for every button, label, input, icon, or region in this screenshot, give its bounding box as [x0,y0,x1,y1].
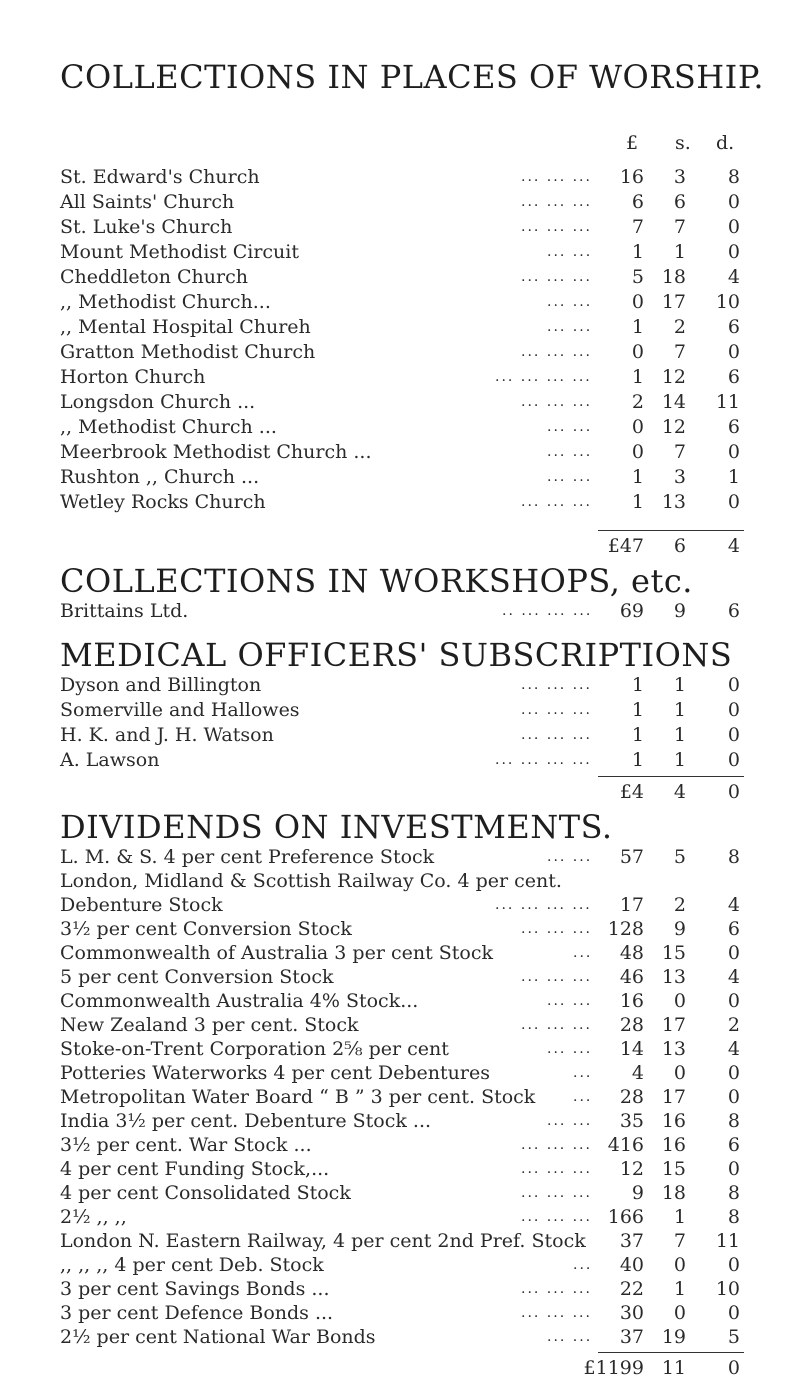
item-label: Debenture Stock [60,894,223,916]
amount-pence: 6 [727,600,740,622]
medical-total-rule [598,776,744,777]
amount-shillings: 3 [673,166,686,188]
item-label: Commonwealth Australia 4% Stock... [60,990,419,1012]
amount-pounds: 9 [631,1182,644,1204]
amount-shillings: 0 [673,1254,686,1276]
list-item [0,1084,800,1110]
worship-total-pounds: £47 [607,535,644,557]
leader-dots: ... ... ... [521,1137,592,1153]
leader-dots: ... ... ... [521,727,592,743]
list-item [0,339,800,365]
amount-pence: 0 [727,191,740,213]
amount-pounds: 46 [619,966,644,988]
amount-pence: 11 [715,391,740,413]
amount-pence: 0 [727,674,740,696]
amount-pounds: 1 [631,316,644,338]
heading-dividends: DIVIDENDS ON INVESTMENTS. [60,808,613,846]
amount-shillings: 1 [673,749,686,771]
item-label: Mount Methodist Circuit [60,241,300,263]
amount-pounds: 1 [631,466,644,488]
amount-pounds: 28 [619,1014,644,1036]
list-item [0,1156,800,1182]
leader-dots: ... [573,1065,593,1081]
item-label: London, Midland & Scottish Railway Co. 4 per cent. [60,870,562,892]
amount-shillings: 13 [661,491,686,513]
amount-pence: 6 [727,316,740,338]
list-item [0,314,800,340]
leader-dots: ... ... [547,1041,593,1057]
amount-pence: 0 [727,1302,740,1324]
amount-shillings: 1 [673,241,686,263]
item-label: St. Luke's Church [60,216,233,238]
leader-dots: ... ... [547,444,593,460]
list-item [0,1228,800,1254]
leader-dots: ... ... ... [521,219,592,235]
amount-pounds: 1 [631,366,644,388]
amount-shillings: 1 [673,1278,686,1300]
amount-shillings: 19 [661,1326,686,1348]
leader-dots: ... ... [547,244,593,260]
leader-dots: ... ... [547,849,593,865]
item-label: H. K. and J. H. Watson [60,724,274,746]
list-item [0,189,800,215]
item-label: 3½ per cent. War Stock ... [60,1134,312,1156]
list-item [0,464,800,490]
medical-total-row [0,779,800,805]
heading-medical: MEDICAL OFFICERS' SUBSCRIPTIONS [60,636,733,674]
list-item [0,364,800,390]
item-label: A. Lawson [60,749,160,771]
amount-pence: 8 [727,166,740,188]
leader-dots: ... ... ... [521,1161,592,1177]
leader-dots: ... ... [547,319,593,335]
item-label: Horton Church [60,366,206,388]
list-item [0,1108,800,1134]
amount-pence: 6 [727,366,740,388]
list-item [0,389,800,415]
leader-dots: ... ... [547,469,593,485]
amount-shillings: 13 [661,1038,686,1060]
list-item [0,489,800,515]
amount-pounds: 30 [619,1302,644,1324]
item-label: Longsdon Church ... [60,391,256,413]
leader-dots: ... ... ... ... [495,897,592,913]
amount-pence: 4 [727,1038,740,1060]
list-item [0,1180,800,1206]
list-item [0,439,800,465]
amount-pence: 10 [715,1278,740,1300]
item-label: Potteries Waterworks 4 per cent Debentures [60,1062,490,1084]
list-item [0,747,800,773]
amount-pounds: 14 [619,1038,644,1060]
amount-pounds: 1 [631,241,644,263]
amount-pounds: 22 [619,1278,644,1300]
dividends-total-row [0,1355,800,1381]
worship-total-rule [598,530,744,531]
dividends-total-pounds: £1199 [583,1357,644,1379]
item-label: ,, Methodist Church... [60,291,271,313]
amount-shillings: 7 [673,341,686,363]
item-label: London N. Eastern Railway, 4 per cent 2nd Pref. Stock [60,1230,586,1252]
amount-shillings: 1 [673,724,686,746]
amount-pence: 0 [727,1086,740,1108]
item-label: Somerville and Hallowes [60,699,300,721]
amount-pounds: 35 [619,1110,644,1132]
item-label: ,, ,, ,, 4 per cent Deb. Stock [60,1254,324,1276]
item-label: ,, Mental Hospital Chureh [60,316,311,338]
leader-dots: ... ... ... [521,1209,592,1225]
amount-pence: 0 [727,491,740,513]
item-label: Metropolitan Water Board “ B ” 3 per cent. Stock [60,1086,536,1108]
amount-pence: 0 [727,1062,740,1084]
item-label: 5 per cent Conversion Stock [60,966,334,988]
amount-shillings: 9 [673,918,686,940]
amount-pence: 0 [727,241,740,263]
amount-shillings: 16 [661,1110,686,1132]
amount-shillings: 1 [673,699,686,721]
list-item [0,289,800,315]
amount-pounds: 1 [631,724,644,746]
item-label: Dyson and Billington [60,674,262,696]
leader-dots: .. ... ... ... [502,603,593,619]
list-item [0,868,800,894]
item-label: 3 per cent Defence Bonds ... [60,1302,334,1324]
amount-pounds: 0 [631,441,644,463]
list-item [0,1036,800,1062]
amount-shillings: 12 [661,366,686,388]
leader-dots: ... ... ... [521,269,592,285]
amount-shillings: 7 [673,1230,686,1252]
amount-pounds: 37 [619,1230,644,1252]
amount-shillings: 14 [661,391,686,413]
item-label: Commonwealth of Australia 3 per cent Stock [60,942,493,964]
item-label: Meerbrook Methodist Church ... [60,441,372,463]
leader-dots: ... ... ... [521,1017,592,1033]
dividends-total-pence: 0 [727,1357,740,1379]
list-item [0,1300,800,1326]
pence-column-header: d. [716,132,735,154]
amount-shillings: 7 [673,216,686,238]
amount-pence: 0 [727,441,740,463]
list-item [0,844,800,870]
amount-shillings: 6 [673,191,686,213]
amount-pounds: 1 [631,749,644,771]
amount-shillings: 15 [661,1158,686,1180]
leader-dots: ... ... ... [521,921,592,937]
amount-pence: 4 [727,266,740,288]
leader-dots: ... ... ... [521,1305,592,1321]
amount-pounds: 4 [631,1062,644,1084]
amount-pounds: 5 [631,266,644,288]
amount-pounds: 28 [619,1086,644,1108]
list-item [0,722,800,748]
leader-dots: ... ... ... [521,969,592,985]
list-item [0,672,800,698]
worship-total-shillings: 6 [673,535,686,557]
amount-pounds: 0 [631,291,644,313]
amount-shillings: 1 [673,674,686,696]
amount-pence: 0 [727,749,740,771]
leader-dots: ... ... ... [521,702,592,718]
list-item [0,1204,800,1230]
medical-total-pounds: £4 [619,781,644,803]
amount-pounds: 17 [619,894,644,916]
amount-pounds: 0 [631,341,644,363]
shillings-column-header: s. [675,132,691,154]
leader-dots: ... ... ... [521,1185,592,1201]
amount-pence: 0 [727,942,740,964]
amount-pence: 2 [727,1014,740,1036]
list-item [0,414,800,440]
amount-shillings: 3 [673,466,686,488]
amount-pounds: 416 [607,1134,644,1156]
item-label: All Saints' Church [60,191,235,213]
amount-pence: 6 [727,416,740,438]
leader-dots: ... ... ... ... [495,752,592,768]
amount-shillings: 0 [673,1062,686,1084]
list-item [0,892,800,918]
list-item [0,940,800,966]
item-label: 4 per cent Funding Stock,... [60,1158,330,1180]
item-label: ,, Methodist Church ... [60,416,277,438]
amount-pounds: 40 [619,1254,644,1276]
amount-pence: 0 [727,699,740,721]
item-label: L. M. & S. 4 per cent Preference Stock [60,846,435,868]
item-label: 2½ ,, ,, [60,1206,127,1228]
item-label: Stoke-on-Trent Corporation 2⅝ per cent [60,1038,449,1060]
amount-pence: 0 [727,1254,740,1276]
item-label: Rushton ,, Church ... [60,466,260,488]
amount-pounds: 37 [619,1326,644,1348]
leader-dots: ... ... ... [521,194,592,210]
amount-shillings: 18 [661,1182,686,1204]
amount-pence: 8 [727,1206,740,1228]
pounds-column-header: £ [626,132,639,154]
item-label: 3½ per cent Conversion Stock [60,918,352,940]
amount-pence: 8 [727,846,740,868]
worship-total-row [0,533,800,559]
worship-total-pence: 4 [727,535,740,557]
amount-shillings: 17 [661,1014,686,1036]
dividends-total-rule [598,1352,744,1353]
leader-dots: ... ... [547,294,593,310]
amount-pounds: 57 [619,846,644,868]
amount-pounds: 16 [619,990,644,1012]
list-item [0,214,800,240]
leader-dots: ... ... [547,419,593,435]
amount-pounds: 6 [631,191,644,213]
amount-pounds: 16 [619,166,644,188]
leader-dots: ... [573,945,593,961]
amount-pounds: 0 [631,416,644,438]
amount-shillings: 0 [673,1302,686,1324]
amount-shillings: 7 [673,441,686,463]
leader-dots: ... ... [547,993,593,1009]
amount-pounds: 1 [631,699,644,721]
amount-pence: 0 [727,216,740,238]
amount-shillings: 18 [661,266,686,288]
list-item [0,988,800,1014]
amount-pence: 4 [727,894,740,916]
amount-pence: 0 [727,1158,740,1180]
leader-dots: ... ... [547,1329,593,1345]
amount-pounds: 166 [607,1206,644,1228]
heading-worship: COLLECTIONS IN PLACES OF WORSHIP. [60,58,765,96]
list-item [0,1012,800,1038]
amount-pounds: 2 [631,391,644,413]
list-item [0,1276,800,1302]
amount-pounds: 1 [631,674,644,696]
leader-dots: ... ... ... [521,494,592,510]
item-label: Brittains Ltd. [60,600,189,622]
amount-pounds: 7 [631,216,644,238]
amount-pence: 6 [727,1134,740,1156]
amount-pence: 0 [727,724,740,746]
list-item [0,164,800,190]
amount-pence: 11 [715,1230,740,1252]
leader-dots: ... ... ... [521,677,592,693]
amount-pence: 0 [727,990,740,1012]
list-item [0,964,800,990]
amount-pence: 4 [727,966,740,988]
amount-pence: 1 [727,466,740,488]
amount-shillings: 15 [661,942,686,964]
leader-dots: ... ... ... [521,1281,592,1297]
leader-dots: ... ... ... [521,394,592,410]
dividends-total-shillings: 11 [661,1357,686,1379]
amount-shillings: 5 [673,846,686,868]
list-item [0,916,800,942]
list-item [0,239,800,265]
item-label: 2½ per cent National War Bonds [60,1326,376,1348]
amount-pence: 0 [727,341,740,363]
item-label: Cheddleton Church [60,266,248,288]
amount-shillings: 0 [673,990,686,1012]
medical-total-pence: 0 [727,781,740,803]
item-label: 3 per cent Savings Bonds ... [60,1278,330,1300]
item-label: Gratton Methodist Church [60,341,316,363]
list-item [0,1060,800,1086]
list-item [0,1252,800,1278]
amount-shillings: 13 [661,966,686,988]
list-item [0,1324,800,1350]
amount-shillings: 12 [661,416,686,438]
leader-dots: ... ... ... [521,344,592,360]
amount-shillings: 17 [661,291,686,313]
amount-pounds: 48 [619,942,644,964]
amount-pence: 6 [727,918,740,940]
amount-pounds: 128 [607,918,644,940]
leader-dots: ... ... ... [521,169,592,185]
amount-pounds: 12 [619,1158,644,1180]
leader-dots: ... ... ... ... [495,369,592,385]
list-item [0,598,800,624]
item-label: India 3½ per cent. Debenture Stock ... [60,1110,432,1132]
amount-shillings: 16 [661,1134,686,1156]
amount-pounds: 69 [619,600,644,622]
amount-shillings: 9 [673,600,686,622]
medical-total-shillings: 4 [673,781,686,803]
amount-shillings: 17 [661,1086,686,1108]
item-label: Wetley Rocks Church [60,491,266,513]
item-label: St. Edward's Church [60,166,260,188]
list-item [0,264,800,290]
amount-pence: 5 [727,1326,740,1348]
leader-dots: ... [573,1089,593,1105]
leader-dots: ... [573,1257,593,1273]
list-item [0,697,800,723]
amount-pence: 8 [727,1182,740,1204]
heading-workshops: COLLECTIONS IN WORKSHOPS, etc. [60,562,693,600]
amount-pence: 10 [715,291,740,313]
amount-pence: 8 [727,1110,740,1132]
item-label: New Zealand 3 per cent. Stock [60,1014,359,1036]
item-label: 4 per cent Consolidated Stock [60,1182,351,1204]
amount-shillings: 2 [673,316,686,338]
leader-dots: ... ... [547,1113,593,1129]
amount-shillings: 2 [673,894,686,916]
amount-pounds: 1 [631,491,644,513]
amount-shillings: 1 [673,1206,686,1228]
list-item [0,1132,800,1158]
